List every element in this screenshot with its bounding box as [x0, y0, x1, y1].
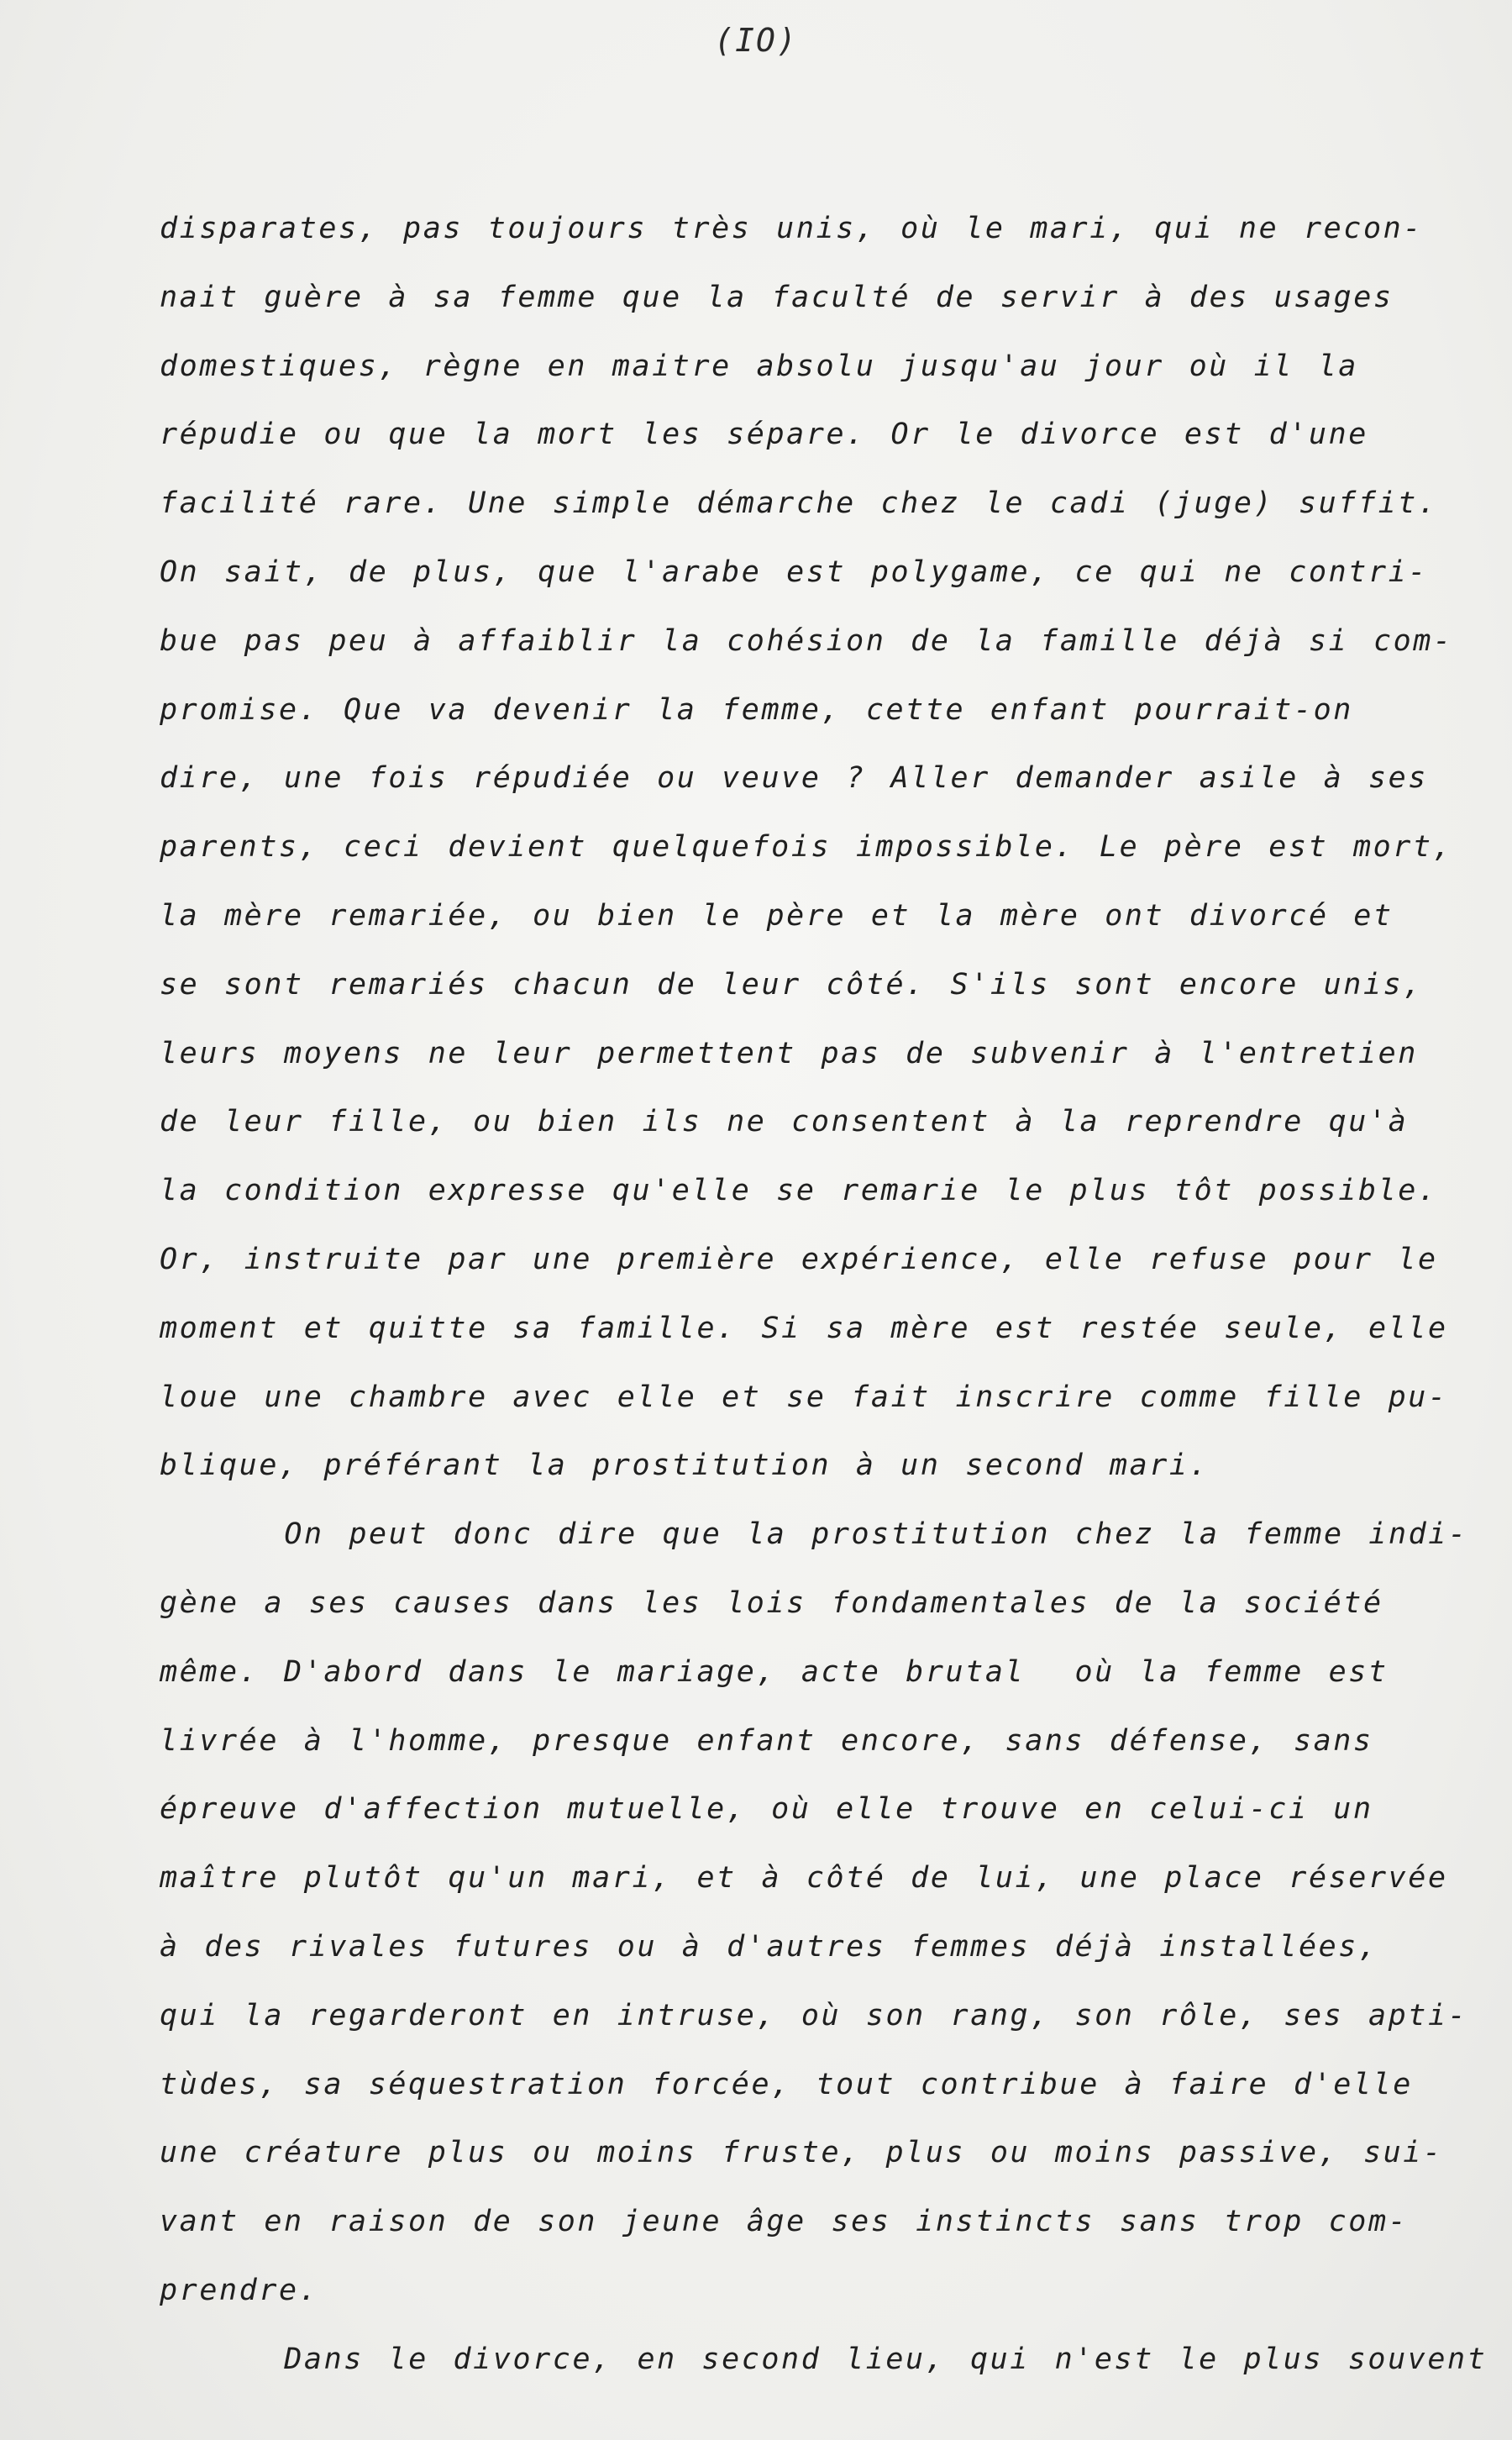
text-line: Or, instruite par une première expérience, elle refuse pour le: [160, 1242, 1438, 1276]
text-line: vant en raison de son jeune âge ses instincts sans trop com-: [160, 2205, 1409, 2239]
text-line: la condition expresse qu'elle se remarie le plus tôt possible.: [160, 1174, 1438, 1208]
text-line: se sont remariés chacun de leur côté. S'ils sont encore unis,: [160, 967, 1423, 1002]
text-line: dire, une fois répudiée ou veuve ? Aller demander asile à ses: [160, 761, 1428, 796]
text-line: qui la regarderont en intruse, où son rang, son rôle, ses apti-: [160, 1998, 1468, 2032]
text-line: Dans le divorce, en second lieu, qui n'est le plus souvent: [160, 2342, 1488, 2376]
text-line: tùdes, sa séquestration forcée, tout contribue à faire d'elle: [160, 2067, 1413, 2101]
text-line: promise. Que va devenir la femme, cette enfant pourrait-on: [160, 692, 1353, 727]
text-line: de leur fille, ou bien ils ne consentent à la reprendre qu'à: [160, 1105, 1409, 1139]
text-line: nait guère à sa femme que la faculté de servir à des usages: [160, 280, 1394, 314]
text-line: moment et quitte sa famille. Si sa mère est restée seule, elle: [160, 1311, 1448, 1345]
body-text: [160, 195, 1488, 2395]
page-number: (IO): [714, 22, 798, 59]
text-line: parents, ceci devient quelquefois impossible. Le père est mort,: [160, 830, 1453, 865]
text-line: facilité rare. Une simple démarche chez le cadi (juge) suffit.: [160, 486, 1438, 521]
text-line: gène a ses causes dans les lois fondamentales de la société: [160, 1585, 1383, 1620]
text-line: livrée à l'homme, presque enfant encore, sans défense, sans: [160, 1723, 1373, 1758]
text-line: répudie ou que la mort les sépare. Or le divorce est d'une: [160, 418, 1368, 452]
text-line: bue pas peu à affaiblir la cohésion de la famille déjà si com-: [160, 623, 1453, 658]
text-line: loue une chambre avec elle et se fait inscrire comme fille pu-: [160, 1380, 1448, 1414]
text-line: même. D'abord dans le mariage, acte brutal où la femme est: [160, 1654, 1389, 1689]
text-line: la mère remariée, ou bien le père et la mère ont divorcé et: [160, 898, 1394, 933]
text-line: blique, préférant la prostitution à un second mari.: [160, 1449, 1210, 1483]
text-line: à des rivales futures ou à d'autres femmes déjà installées,: [160, 1929, 1378, 1964]
text-line: prendre.: [160, 2273, 319, 2307]
text-line: domestiques, règne en maitre absolu jusqu'au jour où il la: [160, 349, 1358, 383]
text-line: On peut donc dire que la prostitution chez la femme indi-: [160, 1517, 1468, 1552]
text-line: disparates, pas toujours très unis, où le mari, qui ne recon-: [160, 212, 1423, 245]
text-line: maître plutôt qu'un mari, et à côté de lui, une place réservée: [160, 1861, 1448, 1896]
text-line: une créature plus ou moins fruste, plus ou moins passive, sui-: [160, 2136, 1443, 2170]
text-line: leurs moyens ne leur permettent pas de subvenir à l'entretien: [160, 1036, 1418, 1070]
text-line: On sait, de plus, que l'arabe est polygame, ce qui ne contri-: [160, 555, 1428, 589]
text-line: épreuve d'affection mutuelle, où elle trouve en celui-ci un: [160, 1792, 1373, 1827]
